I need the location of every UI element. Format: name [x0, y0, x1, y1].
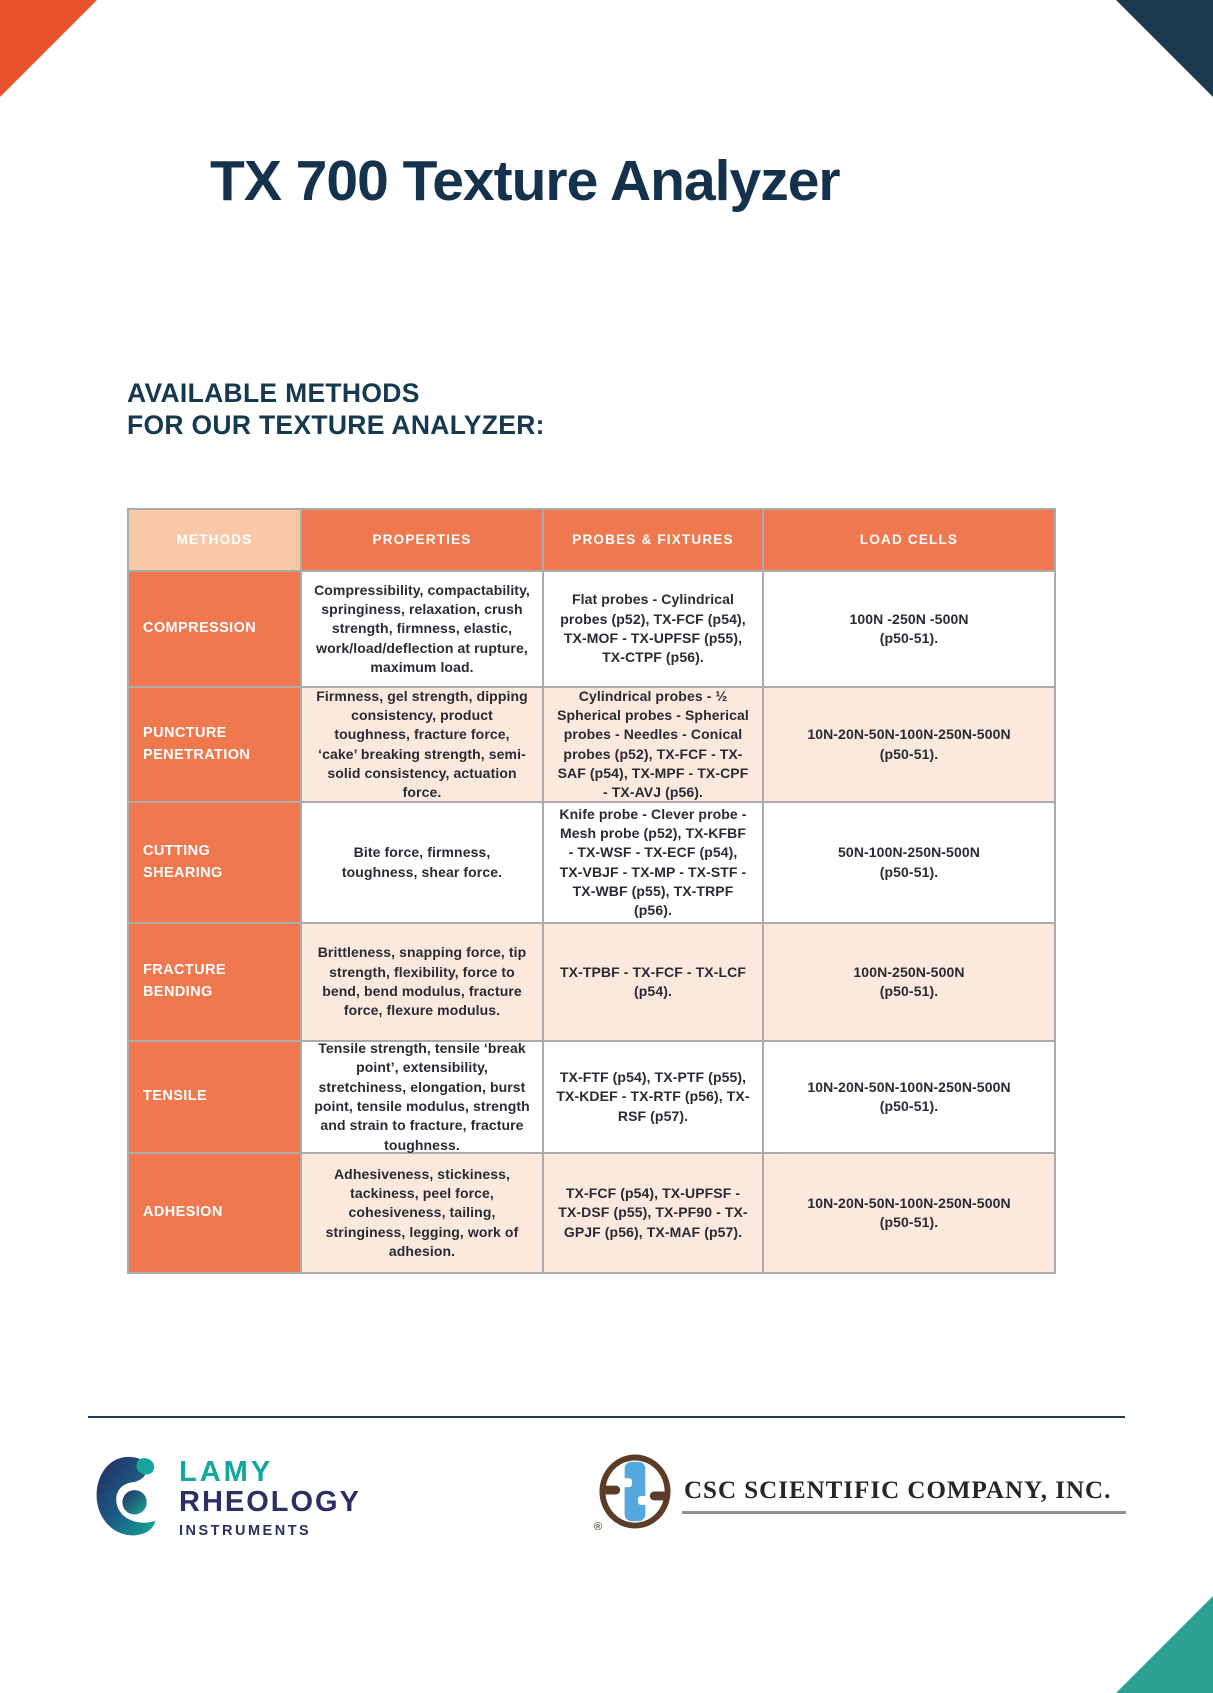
column-header-methods: METHODS [129, 510, 300, 570]
footer-divider [88, 1416, 1125, 1418]
probes-cell: Flat probes - Cylindrical probes (p52), TX-FCF (p54), TX-MOF - TX-UPFSF (p55), TX-CTPF (p56). [544, 572, 762, 686]
load-cells-range: 10N-20N-50N-100N-250N-500N [807, 726, 1011, 743]
probes-cell: Cylindrical probes - ½ Spherical probes - Spherical probes - Needles - Conical probes (p52), TX-FCF - TX-SAF (p54), TX-MPF - TX-CPF - TX-AVJ (p56). [544, 688, 762, 801]
method-name-cell: FRACTURE BENDING [129, 924, 300, 1040]
load-cells-pages: (p50-51). [879, 863, 939, 880]
csc-scientific-logo [594, 1453, 1112, 1538]
corner-decoration-top-left [0, 0, 97, 97]
load-cells-cell [764, 803, 1054, 922]
lamy-swirl-icon [95, 1455, 167, 1541]
section-heading-line1: AVAILABLE METHODS [127, 378, 420, 408]
page-title: TX 700 Texture Analyzer [210, 149, 840, 213]
load-cells-cell [764, 1154, 1054, 1272]
method-name-cell: TENSILE [129, 1042, 300, 1152]
load-cells-pages: (p50-51). [879, 1214, 939, 1230]
method-name-cell: PUNCTURE PENETRATION [129, 688, 300, 801]
lamy-word: LAMY [179, 1456, 274, 1488]
csc-company-name: CSC SCIENTIFIC COMPANY, INC. [684, 1477, 1112, 1504]
column-header-properties: PROPERTIES [302, 510, 542, 570]
properties-cell: Compressibility, compactability, springiness, relaxation, crush strength, firmness, elastic, work/load/deflection at rupture, maximum load. [302, 572, 542, 686]
registered-mark: ® [594, 1521, 603, 1533]
probes-cell: TX-TPBF - TX-FCF - TX-LCF (p54). [544, 924, 762, 1040]
corner-decoration-top-right [1116, 0, 1213, 97]
load-cells-range: 50N-100N-250N-500N [838, 844, 980, 861]
load-cells-range: 10N-20N-50N-100N-250N-500N [807, 1194, 1011, 1211]
methods-table [127, 508, 1056, 1274]
load-cells-range: 100N-250N-500N [853, 963, 965, 980]
rheology-word: RHEOLOGY [179, 1486, 361, 1519]
method-name-cell: ADHESION [129, 1154, 300, 1272]
load-cells-pages: (p50-51). [879, 983, 939, 999]
column-header-probes-fixtures: PROBES & FIXTURES [544, 510, 762, 570]
column-header-load-cells: LOAD CELLS [764, 510, 1054, 570]
load-cells-pages: (p50-51). [879, 745, 939, 762]
load-cells-cell [764, 572, 1054, 686]
section-heading-line2: FOR OUR TEXTURE ANALYZER: [127, 410, 545, 441]
properties-cell: Firmness, gel strength, dipping consistency, product toughness, fracture force, ‘cake’ breaking strength, semi-solid consistency, actuation force. [302, 688, 542, 801]
lamy-wordmark [179, 1455, 361, 1541]
section-heading [127, 377, 545, 442]
load-cells-pages: (p50-51). [879, 630, 939, 646]
instruments-word: INSTRUMENTS [179, 1523, 312, 1540]
properties-cell: Brittleness, snapping force, tip strength, flexibility, force to bend, bend modulus, fracture force, flexure modulus. [302, 924, 542, 1040]
properties-cell: Adhesiveness, stickiness, tackiness, peel force, cohesiveness, tailing, stringiness, legging, work of adhesion. [302, 1154, 542, 1272]
properties-cell: Tensile strength, tensile ‘break point’, extensibility, stretchiness, elongation, burst point, tensile modulus, strength and strain to fracture, fracture toughness. [302, 1042, 542, 1152]
properties-cell: Bite force, firmness, toughness, shear force. [302, 803, 542, 922]
probes-cell: Knife probe - Clever probe - Mesh probe (p52), TX-KFBF - TX-WSF - TX-ECF (p54), TX-VBJF - TX-MP - TX-STF -TX-WBF (p55), TX-TRPF (p56). [544, 803, 762, 922]
csc-emblem-icon [598, 1453, 672, 1533]
corner-decoration-bottom-right [1116, 1596, 1213, 1693]
probes-cell: TX-FCF (p54), TX-UPFSF - TX-DSF (p55), TX-PF90 - TX-GPJF (p56), TX-MAF (p57). [544, 1154, 762, 1272]
load-cells-range: 100N -250N -500N [849, 610, 969, 627]
load-cells-cell [764, 688, 1054, 801]
load-cells-cell [764, 1042, 1054, 1152]
method-name-cell: CUTTING SHEARING [129, 803, 300, 922]
load-cells-range: 10N-20N-50N-100N-250N-500N [807, 1078, 1011, 1095]
lamy-rheology-logo [95, 1455, 361, 1541]
method-name-cell: COMPRESSION [129, 572, 300, 686]
load-cells-cell [764, 924, 1054, 1040]
load-cells-pages: (p50-51). [879, 1098, 939, 1114]
probes-cell: TX-FTF (p54), TX-PTF (p55), TX-KDEF - TX-RTF (p56), TX-RSF (p57). [544, 1042, 762, 1152]
csc-underline [682, 1511, 1126, 1514]
